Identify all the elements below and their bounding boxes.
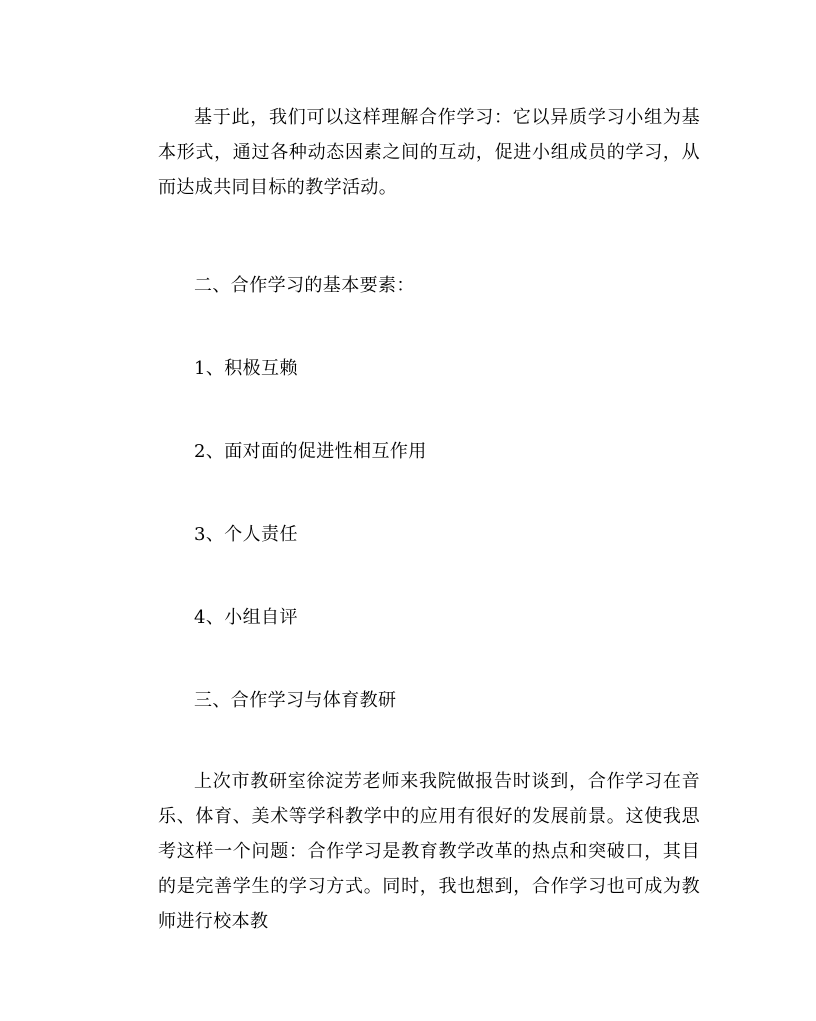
paragraph-cooperative-learning-definition: 基于此，我们可以这样理解合作学习：它以异质学习小组为基本形式，通过各种动态因素之间的互动，促进小组成员的学习，从而达成共同目标的教学活动。 — [158, 107, 700, 198]
section-heading-cooperative-learning-and-pe-research: 三、合作学习与体育教研 — [194, 690, 397, 711]
section-heading-basic-elements: 二、合作学习的基本要素： — [194, 275, 415, 296]
list-item: 1、积极互赖 — [194, 358, 298, 379]
list-item: 3、个人责任 — [194, 524, 298, 545]
list-item: 4、小组自评 — [194, 607, 298, 628]
paragraph-report-reflection: 上次市教研室徐淀芳老师来我院做报告时谈到，合作学习在音乐、体育、美术等学科教学中的应用有很好的发展前景。这使我思考这样一个问题：合作学习是教育教学改革的热点和突破口，其目的是完善学生的学习方式。同时，我也想到，合作学习也可成为教师进行校本教 — [158, 771, 700, 932]
list-item: 2、面对面的促进性相互作用 — [194, 441, 427, 462]
